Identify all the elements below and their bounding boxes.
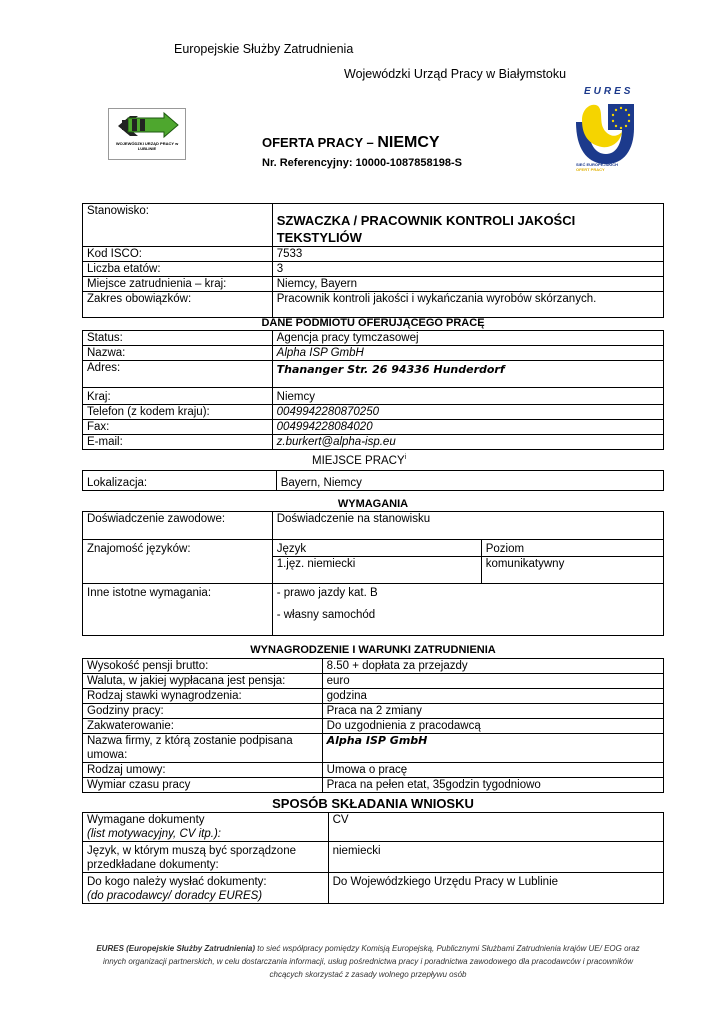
job-table [82,203,664,318]
lang-col-header-2: Poziom [481,540,663,557]
wup-lublin-logo [108,108,186,160]
salary-heading: WYNAGRODZENIE I WARUNKI ZATRUDNIENIA [250,644,496,656]
application-heading: SPOSÓB SKŁADANIA WNIOSKU [272,796,474,811]
lang-name: 1.jęz. niemiecki [273,557,482,583]
salary-row: Godziny pracy: Praca na 2 zmiany [83,704,664,719]
application-table [82,812,664,904]
footer-note: EURES (Europejskie Służby Zatrudnienia) to sieć współpracy pomiędzy Komisją Europejską, Publicznymi Służbami Zatrudnienia krajów UE/ EOG oraz innych organizacji partnerskich, w celu dostarczania informacji, usług pośrednictwa pracy i poradnictwa zawodowego dla pracodawców i pracowników chcących skorzystać z zasady wolnego przepływu osób [96,944,640,979]
reference-number: Nr. Referencyjny: 10000-1087858198-S [262,157,462,169]
value-doc-language: niemiecki [328,842,663,873]
label-etaty: Liczba etatów: [83,262,273,277]
other-requirement-2: - własny samochód [276,608,376,621]
eures-emblem-icon [568,98,638,168]
value-experience: Doświadczenie na stanowisku [272,512,663,540]
label-docs-sub: (list motywacyjny, CV itp.): [87,828,221,840]
label-other-requirements: Inne istotne wymagania: [83,583,273,635]
salary-row: Nazwa firmy, z którą zostanie podpisana umowa: Alpha ISP GmbH [83,734,664,763]
label-doc-language: Język, w którym muszą być sporządzone przedkładane dokumenty: [83,842,329,873]
page-title: OFERTA PRACY – NIEMCY [262,134,440,151]
label-isco: Kod ISCO: [83,247,273,262]
salary-row: Wysokość pensji brutto: 8.50 + dopłata za przejazdy [83,659,664,674]
employer-heading: DANE PODMIOTU OFERUJĄCEGO PRACĘ [261,317,485,329]
value-adres: Thananger Str. 26 94336 Hunderdorf [272,361,663,388]
header-line-2: Wojewódzki Urząd Pracy w Białymstoku [344,67,567,81]
languages-subtable [273,540,663,583]
value-docs: CV [328,813,663,842]
lang-col-header-1: Język [273,540,482,557]
place-table [82,470,664,491]
employer-table [82,330,664,450]
eures-subtitle: SIEĆ EUROPEJSKICH OFERT PRACY [576,162,619,172]
label-docs: Wymagane dokumenty [87,814,205,826]
lang-level: komunikatywny [485,558,565,570]
value-isco: 7533 [272,247,663,262]
label-lokalizacja: Lokalizacja: [83,471,277,491]
salary-row: Zakwaterowanie: Do uzgodnienia z pracodawcą [83,719,664,734]
eures-wordmark: EURES [584,86,634,97]
label-nazwa: Nazwa: [83,346,273,361]
salary-row: Wymiar czasu pracy Praca na pełen etat, 35godzin tygodniowo [83,778,664,793]
label-adres: Adres: [83,361,273,388]
label-email: E-mail: [83,435,273,450]
eures-logo [568,86,638,182]
salary-row: Waluta, w jakiej wypłacana jest pensja: euro [83,674,664,689]
requirements-table [82,511,664,636]
label-stanowisko: Stanowisko: [83,204,273,247]
label-status: Status: [83,331,273,346]
header-line-1: Europejskie Służby Zatrudnienia [174,42,354,56]
value-email[interactable]: z.burkert@alpha-isp.eu [272,435,663,450]
value-lokalizacja: Bayern, Niemcy [276,471,663,491]
place-heading: MIEJSCE PRACY$^i$ [312,454,407,467]
logo-left-text: WOJEWÓDZKI URZĄD PRACY w LUBLINIE [115,141,179,151]
value-send-to: Do Wojewódzkiego Urzędu Pracy w Lublinie [328,873,663,904]
label-experience: Doświadczenie zawodowe: [83,512,273,540]
salary-table [82,658,664,793]
label-send-to: Do kogo należy wysłać dokumenty: [87,876,267,888]
label-kraj: Kraj: [83,388,273,405]
value-etaty: 3 [272,262,663,277]
other-requirement-1: - prawo jazdy kat. B [276,586,378,599]
value-nazwa: Alpha ISP GmbH [272,346,663,361]
label-tel: Telefon (z kodem kraju): [83,405,273,420]
label-languages: Znajomość języków: [83,540,273,584]
value-stanowisko: SZWACZKA / PRACOWNIK KONTROLI JAKOŚCI TEKSTYLIÓW [272,204,663,247]
salary-row: Rodzaj stawki wynagrodzenia: godzina [83,689,664,704]
requirements-heading: WYMAGANIA [337,498,409,510]
label-send-to-sub: (do pracodawcy/ doradcy EURES) [87,890,263,902]
salary-row: Rodzaj umowy: Umowa o pracę [83,763,664,778]
label-fax: Fax: [83,420,273,435]
value-kraj: Niemcy [272,388,663,405]
value-zakres: Pracownik kontroli jakości i wykańczania wyrobów skórzanych. [272,292,663,318]
value-tel: 004994228087025​0 [272,405,663,420]
value-miejsce: Niemcy, Bayern [272,277,663,292]
label-zakres: Zakres obowiązków: [83,292,273,318]
value-status: Agencja pracy tymczasowej [272,331,663,346]
value-fax: 004994228084020 [272,420,663,435]
label-miejsce: Miejsce zatrudnienia – kraj: [83,277,273,292]
